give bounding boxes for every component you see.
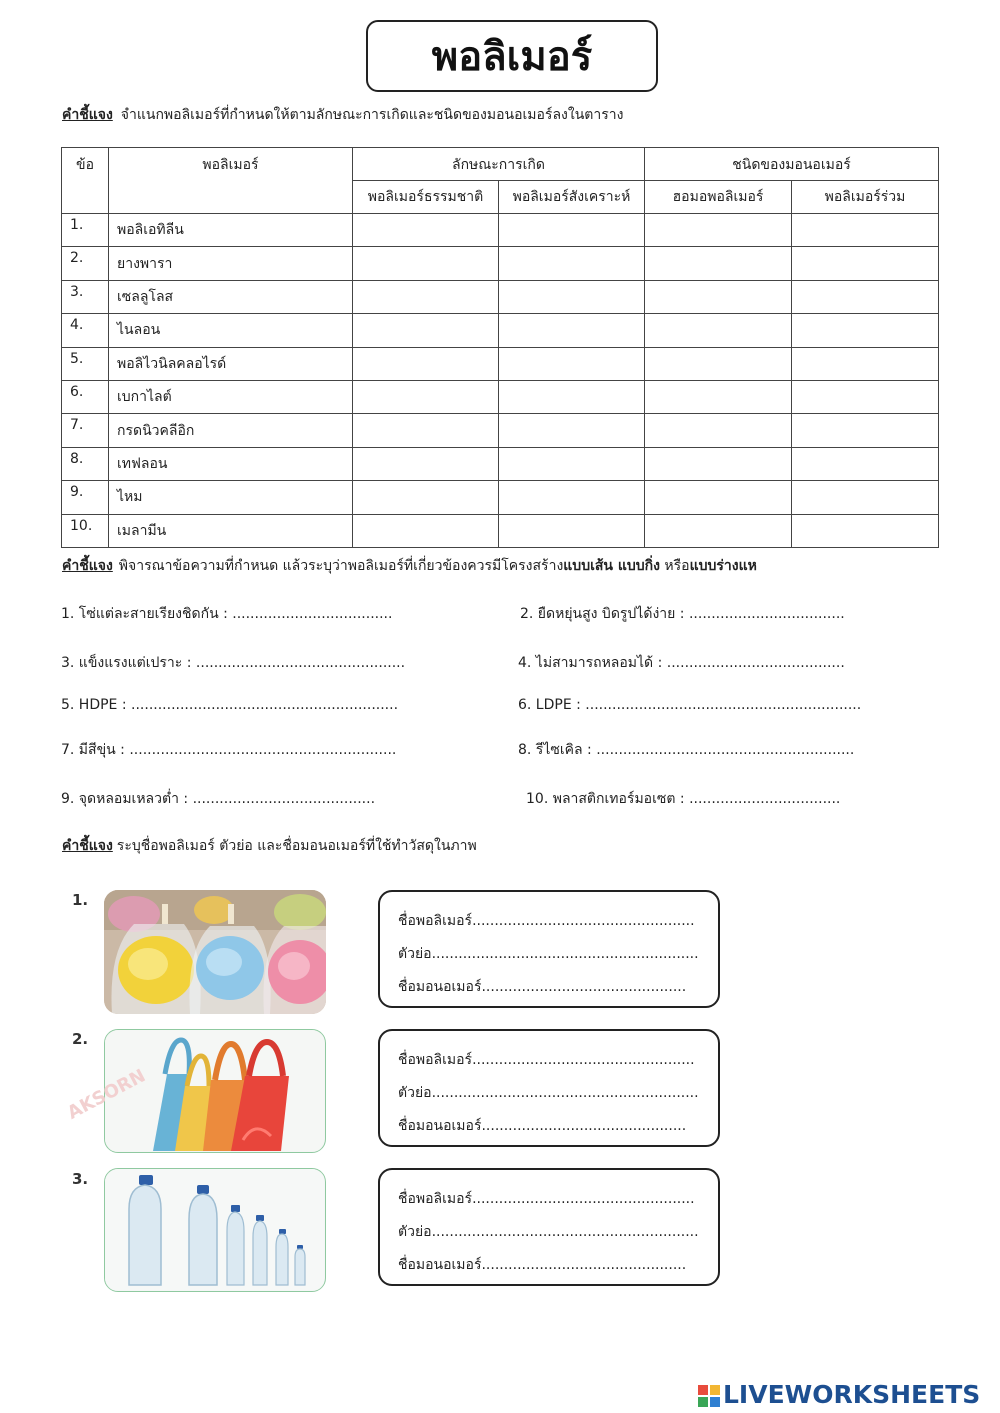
fill-item-5[interactable]: 5. HDPE : ............................................................	[61, 697, 399, 713]
homopolymer-cell[interactable]	[645, 314, 792, 347]
natural-cell[interactable]	[353, 447, 499, 480]
row-number: 10.	[62, 514, 109, 547]
natural-cell[interactable]	[353, 247, 499, 280]
synthetic-cell[interactable]	[499, 347, 645, 380]
synthetic-cell[interactable]	[499, 247, 645, 280]
homopolymer-cell[interactable]	[645, 280, 792, 313]
row-number: 6.	[62, 380, 109, 413]
picture-number: 2.	[72, 1030, 89, 1048]
polymer-name: พอลิไวนิลคลอไรด์	[109, 347, 353, 380]
natural-cell[interactable]	[353, 481, 499, 514]
synthetic-cell[interactable]	[499, 314, 645, 347]
instruction-text: พิจารณาข้อความที่กำหนด แล้วระบุว่าพอลิเมอร์ที่เกี่ยวข้องควรมีโครงสร้าง	[118, 558, 564, 574]
header-synthetic: พอลิเมอร์สังเคราะห์	[499, 181, 645, 214]
fill-item-1[interactable]: 1. โซ่แต่ละสายเรียงชิดกัน : ....................................	[61, 606, 393, 622]
answer-card-3	[378, 1168, 720, 1286]
homopolymer-cell[interactable]	[645, 447, 792, 480]
table-row	[62, 514, 939, 547]
table-row	[62, 414, 939, 447]
fill-item-7[interactable]: 7. มีสีขุ่น : ............................................................	[61, 742, 397, 758]
fill-item-8[interactable]: 8. รีไซเคิล : ..........................................................	[518, 742, 855, 758]
monomer-name-field[interactable]: ชื่อมอนอเมอร์..............................................	[398, 979, 687, 995]
polymer-name: เทฟลอน	[109, 447, 353, 480]
table-row	[62, 447, 939, 480]
table-row	[62, 314, 939, 347]
answer-card-1	[378, 890, 720, 1008]
fill-item-4[interactable]: 4. ไม่สามารถหลอมได้ : ........................................	[518, 655, 845, 671]
polymer-name: กรดนิวคลีอิก	[109, 414, 353, 447]
instruction-2	[62, 555, 757, 577]
copolymer-cell[interactable]	[792, 247, 939, 280]
picture-number: 1.	[72, 891, 89, 909]
natural-cell[interactable]	[353, 314, 499, 347]
picture-number: 3.	[72, 1170, 89, 1188]
polymer-name: เมลามีน	[109, 514, 353, 547]
row-number: 5.	[62, 347, 109, 380]
instruction-text: ระบุชื่อพอลิเมอร์ ตัวย่อ และชื่อมอนอเมอร์ที่ใช้ทำวัสดุในภาพ	[116, 838, 477, 854]
water-bottles-image	[104, 1168, 326, 1292]
homopolymer-cell[interactable]	[645, 347, 792, 380]
classification-table	[61, 147, 939, 548]
instruction-bold-1: แบบเส้น แบบกิ่ง	[563, 558, 660, 574]
synthetic-cell[interactable]	[499, 514, 645, 547]
instruction-label: คำชี้แจง	[62, 107, 113, 123]
liveworksheets-logo-icon	[698, 1384, 720, 1406]
plastic-bags-image	[104, 1029, 326, 1153]
row-number: 4.	[62, 314, 109, 347]
fill-item-9[interactable]: 9. จุดหลอมเหลวต่ำ : .........................................	[61, 791, 376, 807]
monomer-name-field[interactable]: ชื่อมอนอเมอร์..............................................	[398, 1257, 687, 1273]
abbreviation-field[interactable]: ตัวย่อ............................................................	[398, 1224, 699, 1240]
polymer-name-field[interactable]: ชื่อพอลิเมอร์..................................................	[398, 1052, 695, 1068]
table-row	[62, 347, 939, 380]
answer-card-2	[378, 1029, 720, 1147]
synthetic-cell[interactable]	[499, 380, 645, 413]
natural-cell[interactable]	[353, 514, 499, 547]
copolymer-cell[interactable]	[792, 414, 939, 447]
instruction-1	[62, 104, 623, 126]
table-row	[62, 280, 939, 313]
monomer-name-field[interactable]: ชื่อมอนอเมอร์..............................................	[398, 1118, 687, 1134]
abbreviation-field[interactable]: ตัวย่อ............................................................	[398, 946, 699, 962]
liveworksheets-brand[interactable]	[698, 1380, 980, 1409]
cotton-candy-bags-image	[104, 890, 326, 1014]
copolymer-cell[interactable]	[792, 214, 939, 247]
polymer-name: พอลิเอทิลีน	[109, 214, 353, 247]
synthetic-cell[interactable]	[499, 414, 645, 447]
natural-cell[interactable]	[353, 414, 499, 447]
watermark: AKSORN	[64, 1065, 150, 1124]
natural-cell[interactable]	[353, 380, 499, 413]
page-title: พอลิเมอร์	[366, 20, 658, 92]
table-row	[62, 481, 939, 514]
row-number: 1.	[62, 214, 109, 247]
synthetic-cell[interactable]	[499, 280, 645, 313]
instruction-label: คำชี้แจง	[62, 838, 113, 854]
table-row	[62, 380, 939, 413]
copolymer-cell[interactable]	[792, 380, 939, 413]
instruction-bold-2: แบบร่างแห	[689, 558, 757, 574]
polymer-name: เบกาไลต์	[109, 380, 353, 413]
synthetic-cell[interactable]	[499, 481, 645, 514]
copolymer-cell[interactable]	[792, 280, 939, 313]
polymer-name: ไหม	[109, 481, 353, 514]
homopolymer-cell[interactable]	[645, 414, 792, 447]
header-copolymer: พอลิเมอร์ร่วม	[792, 181, 939, 214]
homopolymer-cell[interactable]	[645, 247, 792, 280]
instruction-3	[62, 835, 477, 857]
instruction-or: หรือ	[659, 558, 690, 574]
row-number: 7.	[62, 414, 109, 447]
header-polymer: พอลิเมอร์	[109, 148, 353, 214]
copolymer-cell[interactable]	[792, 514, 939, 547]
homopolymer-cell[interactable]	[645, 214, 792, 247]
polymer-name-field[interactable]: ชื่อพอลิเมอร์..................................................	[398, 913, 695, 929]
synthetic-cell[interactable]	[499, 447, 645, 480]
fill-item-10[interactable]: 10. พลาสติกเทอร์มอเซต : ..................................	[526, 791, 841, 807]
table-row	[62, 214, 939, 247]
homopolymer-cell[interactable]	[645, 514, 792, 547]
header-homopolymer: ฮอมอพอลิเมอร์	[645, 181, 792, 214]
polymer-name: เซลลูโลส	[109, 280, 353, 313]
row-number: 3.	[62, 280, 109, 313]
abbreviation-field[interactable]: ตัวย่อ............................................................	[398, 1085, 699, 1101]
homopolymer-cell[interactable]	[645, 380, 792, 413]
polymer-name: ยางพารา	[109, 247, 353, 280]
synthetic-cell[interactable]	[499, 214, 645, 247]
header-monomer-type: ชนิดของมอนอเมอร์	[645, 148, 939, 181]
table-row	[62, 247, 939, 280]
polymer-name: ไนลอน	[109, 314, 353, 347]
copolymer-cell[interactable]	[792, 447, 939, 480]
row-number: 2.	[62, 247, 109, 280]
row-number: 8.	[62, 447, 109, 480]
instruction-label: คำชี้แจง	[62, 558, 113, 574]
row-number: 9.	[62, 481, 109, 514]
copolymer-cell[interactable]	[792, 481, 939, 514]
fill-item-6[interactable]: 6. LDPE : ..............................................................	[518, 697, 862, 713]
header-no: ข้อ	[62, 148, 109, 214]
natural-cell[interactable]	[353, 280, 499, 313]
natural-cell[interactable]	[353, 214, 499, 247]
polymer-name-field[interactable]: ชื่อพอลิเมอร์..................................................	[398, 1191, 695, 1207]
natural-cell[interactable]	[353, 347, 499, 380]
header-natural: พอลิเมอร์ธรรมชาติ	[353, 181, 499, 214]
fill-item-2[interactable]: 2. ยืดหยุ่นสูง บิดรูปได้ง่าย : ...................................	[520, 606, 845, 622]
copolymer-cell[interactable]	[792, 347, 939, 380]
header-origin: ลักษณะการเกิด	[353, 148, 645, 181]
fill-item-3[interactable]: 3. แข็งแรงแต่เปราะ : ...............................................	[61, 655, 406, 671]
brand-text: LIVEWORKSHEETS	[723, 1380, 981, 1409]
copolymer-cell[interactable]	[792, 314, 939, 347]
instruction-text: จำแนกพอลิเมอร์ที่กำหนดให้ตามลักษณะการเกิดและชนิดของมอนอเมอร์ลงในตาราง	[120, 107, 624, 123]
homopolymer-cell[interactable]	[645, 481, 792, 514]
